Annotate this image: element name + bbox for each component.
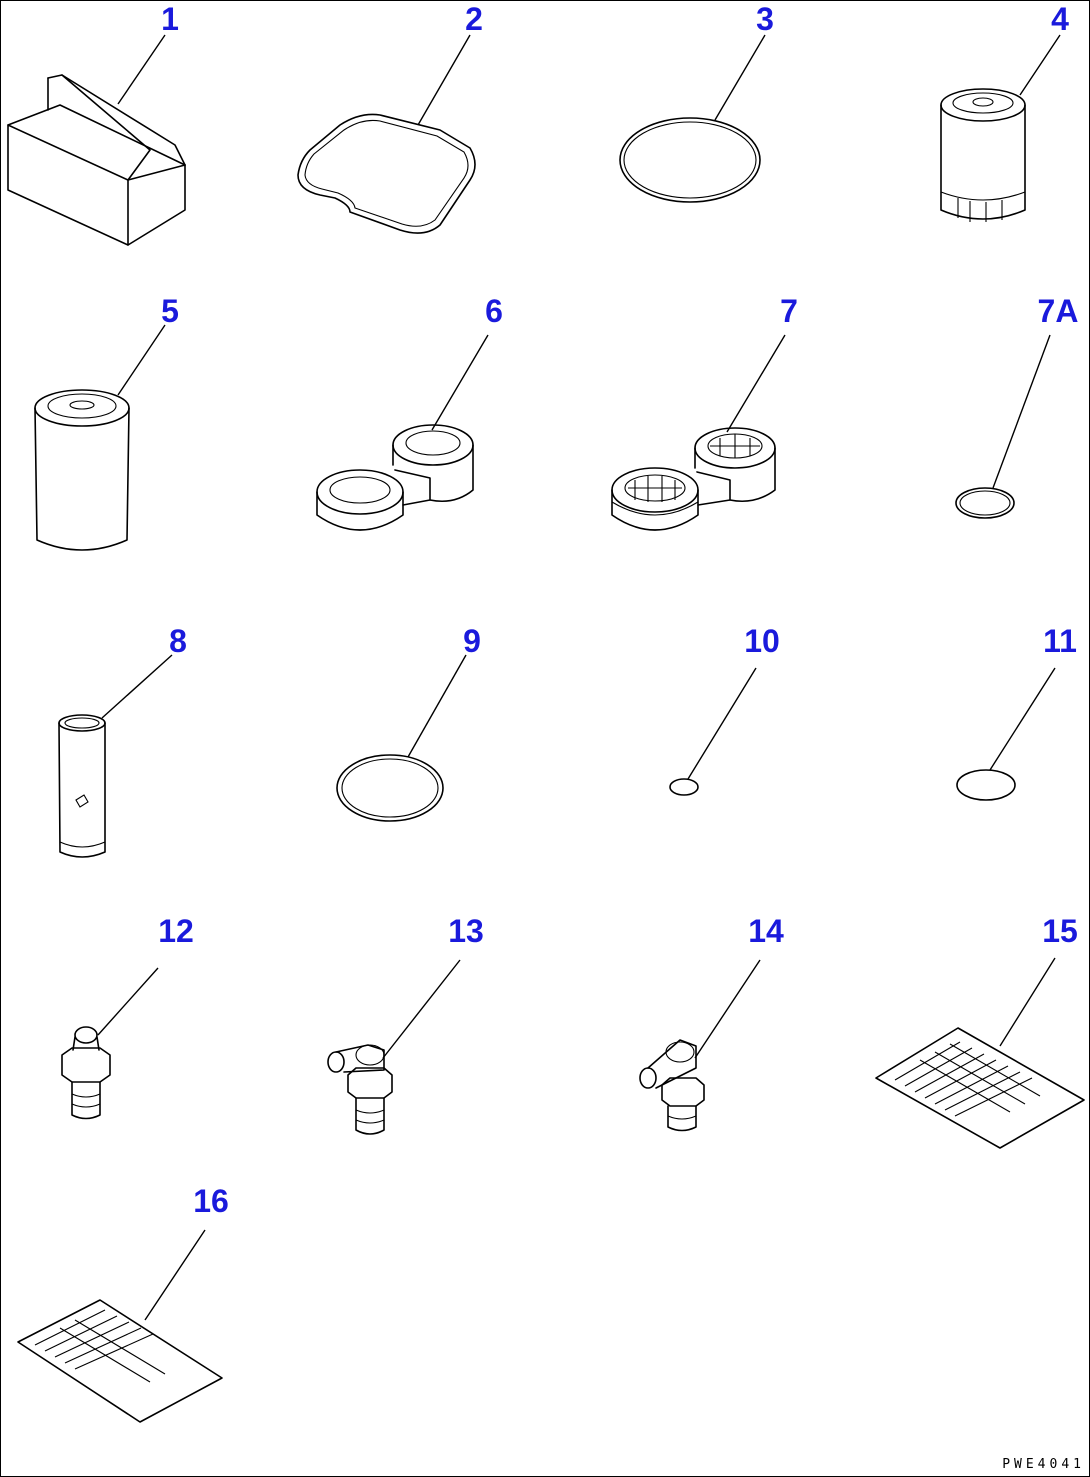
part-3-o-ring	[620, 35, 765, 202]
part-4-filter	[941, 35, 1060, 222]
part-2-gasket	[298, 35, 475, 233]
callout-7: 7	[780, 293, 798, 329]
part-9-o-ring	[337, 655, 466, 821]
callout-9: 9	[463, 623, 481, 659]
callout-4: 4	[1051, 1, 1069, 37]
callout-1: 1	[161, 1, 179, 37]
callout-13: 13	[448, 913, 484, 949]
callout-10: 10	[744, 623, 780, 659]
callout-2: 2	[465, 1, 483, 37]
part-7-wrench	[612, 335, 785, 530]
part-6-wrench	[317, 335, 488, 530]
callout-6: 6	[485, 293, 503, 329]
part-10-o-ring	[670, 668, 756, 795]
part-11-o-ring	[957, 668, 1055, 800]
callout-16: 16	[193, 1183, 229, 1219]
part-5-filter	[35, 325, 165, 550]
callout-11: 11	[1043, 623, 1077, 659]
part-1-box	[8, 35, 185, 245]
part-8-cartridge	[59, 655, 172, 857]
callout-8: 8	[169, 623, 187, 659]
callout-14: 14	[748, 913, 784, 949]
callout-15: 15	[1042, 913, 1078, 949]
part-14-angle-fitting	[640, 960, 760, 1131]
part-12-grease-fitting	[62, 968, 158, 1119]
callout-3: 3	[756, 1, 774, 37]
callout-7a: 7A	[1037, 293, 1079, 329]
callout-5: 5	[161, 293, 179, 329]
part-7a-o-ring	[956, 335, 1050, 518]
drawing-code: PWE4041	[1002, 1457, 1085, 1472]
callout-12: 12	[158, 913, 194, 949]
part-15-instruction-sheet	[876, 958, 1084, 1148]
part-13-angle-fitting	[328, 960, 460, 1134]
part-16-instruction-sheet	[18, 1230, 222, 1422]
